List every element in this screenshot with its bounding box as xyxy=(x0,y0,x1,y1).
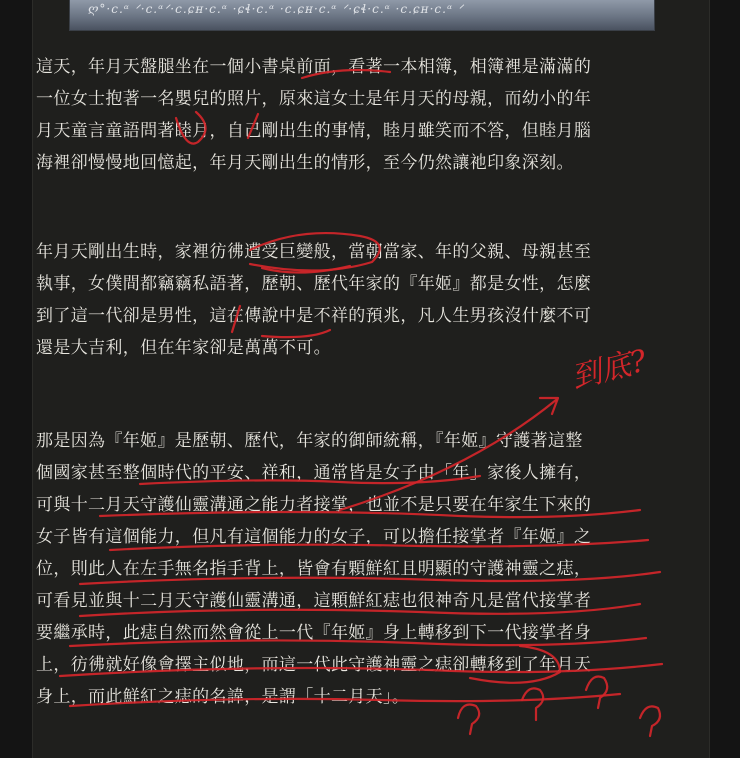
text-line: 還是大吉利，但在年家卻是萬萬不可。 xyxy=(36,338,331,358)
text-line: 位，則此人在左手無名指手背上，皆會有顆鮮紅且明顯的守護神靈之痣， xyxy=(36,559,592,579)
text-line: 那是因為『年姬』是歷朝、歷代，年家的御師統稱，『年姬』守護著這整 xyxy=(36,431,583,451)
text-line: 可與十二月天守護仙靈溝通之能力者接掌，也並不是只要在年家生下來的 xyxy=(36,495,592,515)
text-line: 女子皆有這個能力，但凡有這個能力的女子，可以擔任接掌者『年姬』之 xyxy=(36,527,592,547)
text-line: 上，彷彿就好像會擇主似地，而這一代此守護神靈之痣卻轉移到了年月天 xyxy=(36,655,592,675)
text-line: 可看見並與十二月天守護仙靈溝通，這顆鮮紅痣也很神奇凡是當代接掌者 xyxy=(36,591,592,611)
text-line: 執事，女僕間都竊竊私語著，歷朝、歷代年家的『年姬』都是女性，怎麼 xyxy=(36,274,592,294)
handwritten-note: 到底? xyxy=(567,343,651,396)
text-line: 這天，年月天盤腿坐在一個小書桌前面，看著一本相簿，相簿裡是滿滿的 xyxy=(36,57,592,77)
text-line: 身上，而此鮮紅之痣的名諱，是謂「十二月天」。 xyxy=(36,687,410,707)
header-image xyxy=(69,0,655,31)
banner-decorative-text: ღ°·c.ᵅ ᐟ·c.ᵅᐟ·c.ɕʜ·c.ᵅ ·ɕɬ·c.ᵅ ·c.ɕʜ·c.ᵅ ᐟ·ɕɬ·c.ᵅ ·c.ɕʜ·c.ᵅ ᐟ xyxy=(88,2,464,16)
paragraph-1 xyxy=(36,51,646,179)
paragraph-3 xyxy=(36,425,646,713)
text-line: 月天童言童語問著睦月，自己剛出生的事情，睦月雖笑而不答，但睦月腦 xyxy=(36,121,592,141)
text-line: 到了這一代卻是男性，這在傳說中是不祥的預兆，凡人生男孩沒什麼不可 xyxy=(36,306,592,326)
paragraph-2 xyxy=(36,236,646,364)
text-line: 一位女士抱著一名嬰兒的照片，原來這女士是年月天的母親，而幼小的年 xyxy=(36,89,592,109)
text-line: 海裡卻慢慢地回憶起，年月天剛出生的情形，至今仍然讓祂印象深刻。 xyxy=(36,153,574,173)
text-line: 要繼承時，此痣自然而然會從上一代『年姬』身上轉移到下一代接掌者身 xyxy=(36,623,592,643)
text-line: 年月天剛出生時，家裡彷彿遭受巨變般，當朝當家、年的父親、母親甚至 xyxy=(36,242,592,262)
text-line: 個國家甚至整個時代的平安、祥和，通常皆是女子由「年」家後人擁有， xyxy=(36,463,592,483)
